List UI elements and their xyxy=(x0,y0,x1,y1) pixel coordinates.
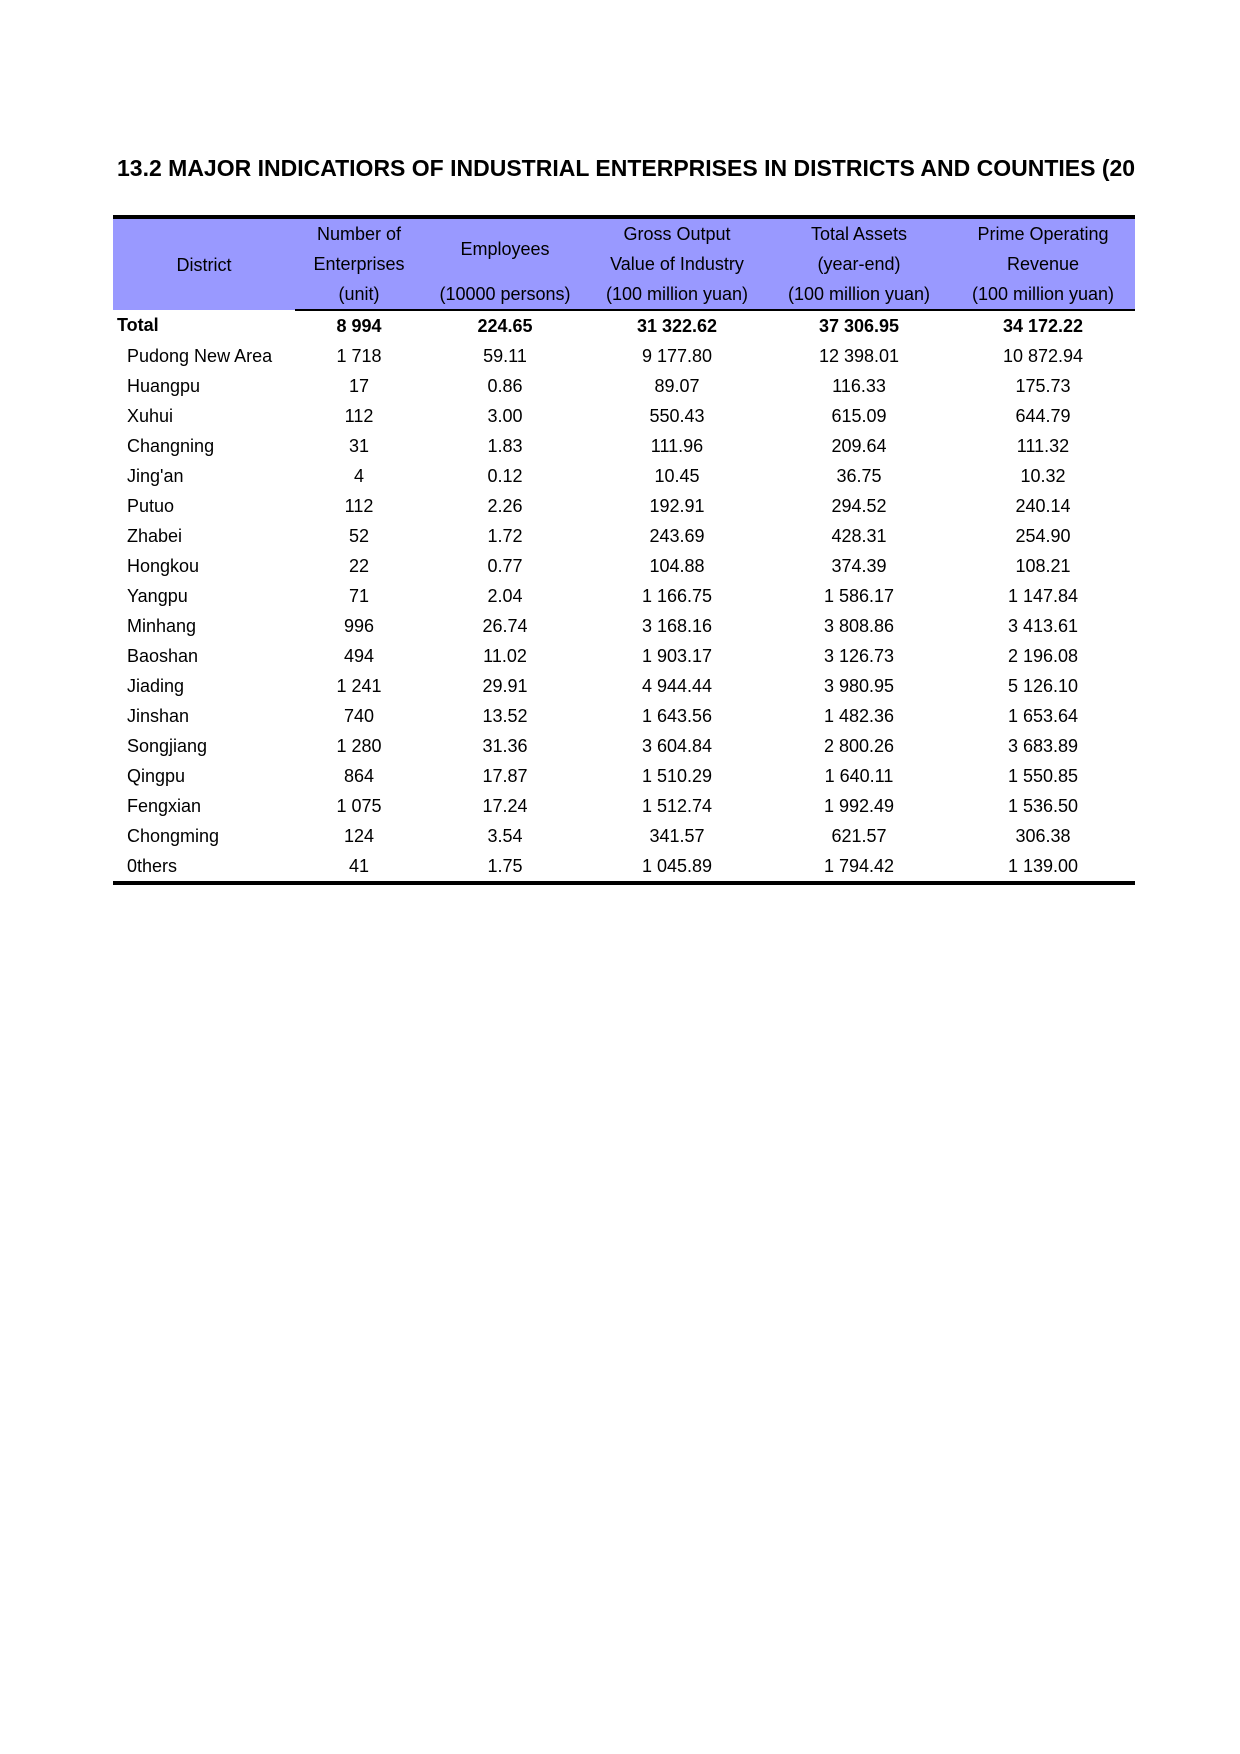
cell-prime-revenue: 2 196.08 xyxy=(1007,645,1079,666)
cell-prime-revenue: 175.73 xyxy=(1015,375,1071,396)
cell-prime-revenue: 240.14 xyxy=(1015,495,1071,516)
cell-employees: 29.91 xyxy=(482,675,528,696)
cell-gross-output: 1 166.75 xyxy=(641,585,713,606)
cell-gross-output: 9 177.80 xyxy=(641,345,713,366)
cell-district: Jing'an xyxy=(127,465,184,486)
header-employees-unit: (10000 persons) xyxy=(423,279,587,310)
page-title: 13.2 MAJOR INDICATIORS OF INDUSTRIAL ENTERPRISES IN DISTRICTS AND COUNTIES (20 xyxy=(117,155,1135,181)
table-row xyxy=(113,371,1135,401)
cell-employees: 17.24 xyxy=(482,795,528,816)
cell-enterprises: 1 718 xyxy=(336,345,382,366)
header-enterprises-unit: (unit) xyxy=(295,279,423,310)
cell-total-assets: 428.31 xyxy=(831,525,887,546)
table-row xyxy=(113,431,1135,461)
cell-enterprises: 1 241 xyxy=(336,675,382,696)
cell-district: Chongming xyxy=(127,825,220,846)
page-title-container xyxy=(117,150,1135,186)
table-row xyxy=(113,611,1135,641)
header-gross-output-line1: Gross Output xyxy=(587,217,767,249)
cell-employees: 0.86 xyxy=(487,375,523,396)
table-row xyxy=(113,581,1135,611)
cell-prime-revenue: 1 536.50 xyxy=(1007,795,1079,816)
cell-prime-revenue: 34 172.22 xyxy=(1002,315,1084,336)
cell-gross-output: 1 903.17 xyxy=(641,645,713,666)
header-enterprises-line1: Number of xyxy=(295,217,423,249)
cell-prime-revenue: 254.90 xyxy=(1015,525,1071,546)
cell-gross-output: 111.96 xyxy=(650,435,704,456)
table-row xyxy=(113,671,1135,701)
cell-district: Total xyxy=(117,315,159,335)
header-prime-revenue-line1: Prime Operating xyxy=(951,217,1135,249)
cell-prime-revenue: 306.38 xyxy=(1015,825,1071,846)
cell-district: Jiading xyxy=(127,675,185,696)
cell-prime-revenue: 10 872.94 xyxy=(1002,345,1084,366)
cell-gross-output: 550.43 xyxy=(649,405,705,426)
cell-prime-revenue: 10.32 xyxy=(1020,465,1066,486)
indicators-table-container xyxy=(113,215,1135,885)
cell-gross-output: 104.88 xyxy=(649,555,705,576)
cell-employees: 224.65 xyxy=(477,315,533,336)
indicators-table xyxy=(113,215,1135,885)
cell-district: Qingpu xyxy=(127,765,186,786)
cell-prime-revenue: 3 683.89 xyxy=(1007,735,1079,756)
cell-district: Fengxian xyxy=(127,795,202,816)
cell-employees: 1.83 xyxy=(487,435,523,456)
cell-enterprises: 1 280 xyxy=(336,735,382,756)
cell-gross-output: 3 604.84 xyxy=(641,735,713,756)
table-row xyxy=(113,641,1135,671)
cell-total-assets: 3 808.86 xyxy=(823,615,895,636)
cell-employees: 17.87 xyxy=(482,765,528,786)
header-enterprises-line2: Enterprises xyxy=(295,249,423,279)
cell-enterprises: 996 xyxy=(343,615,375,636)
cell-district: Hongkou xyxy=(127,555,200,576)
cell-district: Baoshan xyxy=(127,645,199,666)
cell-gross-output: 89.07 xyxy=(654,375,700,396)
cell-enterprises: 31 xyxy=(348,435,370,456)
cell-gross-output: 1 512.74 xyxy=(641,795,713,816)
cell-total-assets: 37 306.95 xyxy=(818,315,900,336)
cell-gross-output: 10.45 xyxy=(654,465,700,486)
cell-total-assets: 621.57 xyxy=(831,825,887,846)
cell-district: Xuhui xyxy=(127,405,174,426)
table-row xyxy=(113,491,1135,521)
table-body xyxy=(113,310,1135,883)
table-row xyxy=(113,731,1135,761)
cell-enterprises: 71 xyxy=(348,585,370,606)
header-total-assets-line2: (year-end) xyxy=(767,249,951,279)
cell-employees: 11.02 xyxy=(483,645,527,666)
table-row xyxy=(113,461,1135,491)
cell-enterprises: 740 xyxy=(343,705,375,726)
table-row xyxy=(113,521,1135,551)
cell-employees: 13.52 xyxy=(482,705,528,726)
header-gross-output-line2: Value of Industry xyxy=(587,249,767,279)
cell-enterprises: 112 xyxy=(344,495,374,516)
table-row xyxy=(113,761,1135,791)
table-header xyxy=(113,217,1135,310)
cell-enterprises: 8 994 xyxy=(336,315,382,336)
table-row xyxy=(113,851,1135,883)
cell-total-assets: 1 586.17 xyxy=(823,585,895,606)
cell-district: Songjiang xyxy=(127,735,208,756)
cell-total-assets: 36.75 xyxy=(836,465,882,486)
cell-gross-output: 1 045.89 xyxy=(587,851,767,883)
cell-district: Huangpu xyxy=(127,375,201,396)
cell-employees: 59.11 xyxy=(483,345,527,366)
cell-prime-revenue: 1 139.00 xyxy=(951,851,1135,883)
header-prime-revenue-unit: (100 million yuan) xyxy=(951,279,1135,310)
cell-gross-output: 4 944.44 xyxy=(641,675,713,696)
cell-employees: 26.74 xyxy=(482,615,528,636)
cell-employees: 1.72 xyxy=(487,525,523,546)
cell-gross-output: 1 643.56 xyxy=(641,705,713,726)
cell-district: 0thers xyxy=(113,851,295,883)
cell-prime-revenue: 3 413.61 xyxy=(1007,615,1079,636)
cell-enterprises: 22 xyxy=(348,555,370,576)
cell-employees: 2.26 xyxy=(487,495,523,516)
cell-employees: 3.54 xyxy=(487,825,523,846)
cell-total-assets: 116.33 xyxy=(832,375,886,396)
cell-total-assets: 1 640.11 xyxy=(824,765,894,786)
cell-district: Pudong New Area xyxy=(127,345,273,366)
cell-district: Yangpu xyxy=(127,585,188,606)
header-employees-line1: Employees xyxy=(423,217,587,279)
cell-total-assets: 615.09 xyxy=(831,405,887,426)
cell-total-assets: 3 980.95 xyxy=(823,675,895,696)
cell-enterprises: 52 xyxy=(348,525,370,546)
header-gross-output-unit: (100 million yuan) xyxy=(587,279,767,310)
cell-enterprises: 4 xyxy=(353,465,364,486)
cell-prime-revenue: 5 126.10 xyxy=(1007,675,1079,696)
cell-enterprises: 124 xyxy=(343,825,375,846)
cell-employees: 3.00 xyxy=(487,405,523,426)
table-row xyxy=(113,791,1135,821)
cell-total-assets: 2 800.26 xyxy=(823,735,895,756)
cell-enterprises: 112 xyxy=(344,405,374,426)
cell-district: Changning xyxy=(127,435,215,456)
header-total-assets-line1: Total Assets xyxy=(767,217,951,249)
cell-prime-revenue: 1 653.64 xyxy=(1007,705,1079,726)
cell-employees: 2.04 xyxy=(487,585,523,606)
table-row xyxy=(113,401,1135,431)
cell-prime-revenue: 111.32 xyxy=(1016,435,1070,456)
cell-prime-revenue: 644.79 xyxy=(1015,405,1071,426)
cell-employees: 1.75 xyxy=(423,851,587,883)
cell-enterprises: 41 xyxy=(295,851,423,883)
header-district: District xyxy=(113,217,295,310)
cell-total-assets: 12 398.01 xyxy=(818,345,900,366)
cell-total-assets: 294.52 xyxy=(831,495,887,516)
cell-gross-output: 341.57 xyxy=(649,825,705,846)
table-row xyxy=(113,701,1135,731)
table-row-total xyxy=(113,310,1135,341)
cell-gross-output: 192.91 xyxy=(649,495,705,516)
cell-total-assets: 1 794.42 xyxy=(767,851,951,883)
cell-total-assets: 1 482.36 xyxy=(823,705,895,726)
cell-prime-revenue: 1 550.85 xyxy=(1007,765,1079,786)
cell-gross-output: 1 510.29 xyxy=(641,765,713,786)
cell-gross-output: 31 322.62 xyxy=(636,315,718,336)
table-row xyxy=(113,551,1135,581)
cell-enterprises: 864 xyxy=(343,765,375,786)
cell-total-assets: 374.39 xyxy=(831,555,887,576)
cell-total-assets: 1 992.49 xyxy=(823,795,895,816)
cell-employees: 0.12 xyxy=(487,465,523,486)
table-row xyxy=(113,821,1135,851)
cell-enterprises: 17 xyxy=(348,375,370,396)
header-total-assets-unit: (100 million yuan) xyxy=(767,279,951,310)
cell-employees: 0.77 xyxy=(487,555,523,576)
cell-prime-revenue: 108.21 xyxy=(1015,555,1071,576)
cell-district: Zhabei xyxy=(127,525,183,546)
cell-total-assets: 209.64 xyxy=(831,435,887,456)
cell-prime-revenue: 1 147.84 xyxy=(1007,585,1079,606)
cell-district: Minhang xyxy=(127,615,197,636)
cell-gross-output: 243.69 xyxy=(649,525,705,546)
header-prime-revenue-line2: Revenue xyxy=(951,249,1135,279)
cell-gross-output: 3 168.16 xyxy=(641,615,713,636)
cell-enterprises: 1 075 xyxy=(336,795,382,816)
cell-employees: 31.36 xyxy=(482,735,528,756)
cell-district: Putuo xyxy=(127,495,175,516)
cell-enterprises: 494 xyxy=(343,645,375,666)
cell-total-assets: 3 126.73 xyxy=(823,645,895,666)
cell-district: Jinshan xyxy=(127,705,190,726)
table-row xyxy=(113,341,1135,371)
